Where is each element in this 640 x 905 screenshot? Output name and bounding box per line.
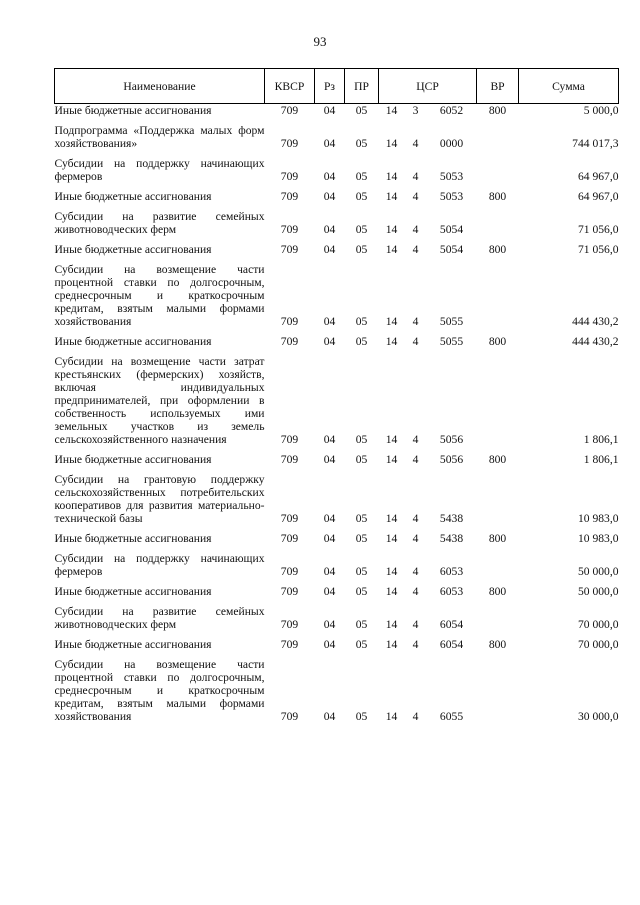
cell-csr-program: 14 <box>385 618 398 631</box>
header-kvsr: КВСР <box>265 69 315 104</box>
cell-vr <box>477 210 519 243</box>
cell-csr-program: 14 <box>385 243 398 256</box>
cell-sum: 744 017,3 <box>572 137 619 150</box>
table-row <box>55 638 619 658</box>
cell-csr-program: 14 <box>385 433 398 446</box>
cell-csr-program: 14 <box>385 565 398 578</box>
cell-rz: 04 <box>323 104 336 117</box>
table-row <box>55 190 619 210</box>
cell-kvsr: 709 <box>280 223 299 236</box>
cell-name: Иные бюджетные ассигнования <box>54 190 212 203</box>
cell-kvsr: 709 <box>280 585 299 598</box>
table-row <box>55 124 619 157</box>
cell-csr-subprogram: 4 <box>412 565 419 578</box>
header-csr: ЦСР <box>379 69 477 104</box>
cell-csr-program: 14 <box>385 315 398 328</box>
cell-pr: 05 <box>355 315 368 328</box>
cell-sum: 64 967,0 <box>577 170 619 183</box>
cell-sum: 1 806,1 <box>583 453 619 466</box>
cell-sum: 1 806,1 <box>583 433 619 446</box>
cell-name: Субсидии на развитие семейных животноводческих ферм <box>54 605 265 631</box>
cell-kvsr: 709 <box>280 315 299 328</box>
table-row <box>55 585 619 605</box>
cell-csr-program: 14 <box>385 585 398 598</box>
cell-rz: 04 <box>323 315 336 328</box>
cell-vr: 800 <box>488 585 507 598</box>
cell-rz: 04 <box>323 170 336 183</box>
cell-pr: 05 <box>355 223 368 236</box>
cell-vr <box>477 124 519 157</box>
table-row <box>55 157 619 190</box>
cell-kvsr: 709 <box>280 565 299 578</box>
cell-csr-code: 0000 <box>439 137 464 150</box>
cell-csr-program: 14 <box>385 190 398 203</box>
cell-csr-subprogram: 4 <box>412 170 419 183</box>
cell-name: Субсидии на поддержку начинающих фермеров <box>54 157 265 183</box>
cell-pr: 05 <box>355 137 368 150</box>
cell-vr: 800 <box>488 638 507 651</box>
cell-csr-program: 14 <box>385 532 398 545</box>
cell-kvsr: 709 <box>280 532 299 545</box>
cell-sum: 50 000,0 <box>577 585 619 598</box>
cell-name: Субсидии на возмещение части процентной ставки по долгосрочным, среднесрочным и краткосрочным кредитам, взятым малыми формами хозяйствования <box>54 263 265 328</box>
cell-sum: 70 000,0 <box>577 618 619 631</box>
table-row <box>55 355 619 453</box>
cell-csr-subprogram: 3 <box>412 104 419 117</box>
cell-pr: 05 <box>355 433 368 446</box>
cell-name: Субсидии на возмещение части затрат крестьянских (фермерских) хозяйств, включая индивидуальных предпринимателей, при оформлении в собственность используемых ими земельных участков из земель сельскохозяйственного назначения <box>54 355 265 446</box>
cell-csr-program: 14 <box>385 638 398 651</box>
cell-vr: 800 <box>488 453 507 466</box>
cell-name: Иные бюджетные ассигнования <box>54 243 212 256</box>
cell-sum: 10 983,0 <box>577 532 619 545</box>
cell-rz: 04 <box>323 137 336 150</box>
cell-name: Иные бюджетные ассигнования <box>54 585 212 598</box>
cell-name: Субсидии на развитие семейных животноводческих ферм <box>54 210 265 236</box>
cell-kvsr: 709 <box>280 243 299 256</box>
cell-csr-subprogram: 4 <box>412 223 419 236</box>
cell-pr: 05 <box>355 710 368 723</box>
cell-csr-code: 5055 <box>439 315 464 328</box>
cell-csr-code: 5056 <box>439 433 464 446</box>
cell-vr <box>477 263 519 335</box>
cell-rz: 04 <box>323 223 336 236</box>
cell-kvsr: 709 <box>280 170 299 183</box>
cell-kvsr: 709 <box>280 618 299 631</box>
cell-rz: 04 <box>323 565 336 578</box>
cell-csr-code: 6053 <box>439 565 464 578</box>
cell-name: Иные бюджетные ассигнования <box>54 532 212 545</box>
page-number: 93 <box>313 34 327 49</box>
cell-sum: 5 000,0 <box>583 104 619 117</box>
cell-csr-subprogram: 4 <box>412 532 419 545</box>
table-row <box>55 104 619 125</box>
cell-sum: 50 000,0 <box>577 565 619 578</box>
cell-sum: 444 430,2 <box>572 335 619 348</box>
cell-vr: 800 <box>488 335 507 348</box>
table-row <box>55 335 619 355</box>
cell-csr-code: 5054 <box>439 243 464 256</box>
cell-kvsr: 709 <box>280 453 299 466</box>
cell-sum: 64 967,0 <box>577 190 619 203</box>
header-vr: ВР <box>477 69 519 104</box>
budget-table <box>54 68 619 730</box>
cell-name: Иные бюджетные ассигнования <box>54 453 212 466</box>
cell-csr-code: 6055 <box>439 710 464 723</box>
cell-rz: 04 <box>323 335 336 348</box>
cell-csr-subprogram: 4 <box>412 190 419 203</box>
cell-rz: 04 <box>323 512 336 525</box>
cell-pr: 05 <box>355 335 368 348</box>
table-row <box>55 473 619 532</box>
cell-csr-code: 5053 <box>439 190 464 203</box>
table-row <box>55 532 619 552</box>
cell-csr-code: 5056 <box>439 453 464 466</box>
cell-name: Субсидии на возмещение части процентной ставки по долгосрочным, среднесрочным и краткосрочным кредитам, взятым малыми формами хозяйствования <box>54 658 265 723</box>
cell-csr-subprogram: 4 <box>412 433 419 446</box>
cell-rz: 04 <box>323 585 336 598</box>
table-header <box>55 69 619 104</box>
table-row <box>55 243 619 263</box>
cell-vr <box>477 157 519 190</box>
cell-kvsr: 709 <box>280 512 299 525</box>
cell-pr: 05 <box>355 638 368 651</box>
cell-pr: 05 <box>355 512 368 525</box>
cell-sum: 71 056,0 <box>577 223 619 236</box>
cell-csr-program: 14 <box>385 453 398 466</box>
cell-csr-program: 14 <box>385 170 398 183</box>
header-sum: Сумма <box>519 69 619 104</box>
cell-csr-code: 5438 <box>439 512 464 525</box>
cell-name: Иные бюджетные ассигнования <box>54 104 212 117</box>
cell-vr <box>477 605 519 638</box>
cell-rz: 04 <box>323 710 336 723</box>
cell-rz: 04 <box>323 532 336 545</box>
cell-kvsr: 709 <box>280 190 299 203</box>
header-name: Наименование <box>55 69 265 104</box>
cell-csr-subprogram: 4 <box>412 585 419 598</box>
cell-csr-subprogram: 4 <box>412 243 419 256</box>
cell-name: Субсидии на грантовую поддержку сельскохозяйственных потребительских кооперативов для развития материально-технической базы <box>54 473 265 525</box>
cell-pr: 05 <box>355 170 368 183</box>
cell-name: Субсидии на поддержку начинающих фермеров <box>54 552 265 578</box>
cell-kvsr: 709 <box>280 335 299 348</box>
cell-sum: 30 000,0 <box>577 710 619 723</box>
cell-csr-code: 5055 <box>439 335 464 348</box>
cell-rz: 04 <box>323 618 336 631</box>
cell-csr-program: 14 <box>385 104 398 117</box>
table-body <box>55 104 619 731</box>
cell-csr-code: 6053 <box>439 585 464 598</box>
cell-vr <box>477 552 519 585</box>
table-row <box>55 210 619 243</box>
cell-vr: 800 <box>488 243 507 256</box>
cell-csr-subprogram: 4 <box>412 137 419 150</box>
cell-csr-subprogram: 4 <box>412 638 419 651</box>
cell-csr-subprogram: 4 <box>412 618 419 631</box>
cell-vr <box>477 473 519 532</box>
cell-rz: 04 <box>323 453 336 466</box>
cell-rz: 04 <box>323 243 336 256</box>
cell-kvsr: 709 <box>280 137 299 150</box>
cell-csr-subprogram: 4 <box>412 453 419 466</box>
cell-vr: 800 <box>488 532 507 545</box>
header-pr: ПР <box>345 69 379 104</box>
cell-kvsr: 709 <box>280 710 299 723</box>
cell-sum: 70 000,0 <box>577 638 619 651</box>
cell-csr-code: 5054 <box>439 223 464 236</box>
cell-rz: 04 <box>323 638 336 651</box>
cell-pr: 05 <box>355 565 368 578</box>
cell-pr: 05 <box>355 585 368 598</box>
cell-pr: 05 <box>355 104 368 117</box>
cell-csr-program: 14 <box>385 512 398 525</box>
table-row <box>55 263 619 335</box>
cell-csr-code: 5438 <box>439 532 464 545</box>
cell-kvsr: 709 <box>280 104 299 117</box>
cell-csr-subprogram: 4 <box>412 512 419 525</box>
cell-pr: 05 <box>355 453 368 466</box>
cell-rz: 04 <box>323 190 336 203</box>
cell-csr-subprogram: 4 <box>412 315 419 328</box>
cell-vr: 800 <box>488 104 507 117</box>
cell-name: Иные бюджетные ассигнования <box>54 335 212 348</box>
table-row <box>55 605 619 638</box>
cell-pr: 05 <box>355 243 368 256</box>
table-row <box>55 552 619 585</box>
cell-csr-code: 6054 <box>439 618 464 631</box>
cell-kvsr: 709 <box>280 433 299 446</box>
cell-name: Подпрограмма «Поддержка малых форм хозяйствования» <box>54 124 265 150</box>
cell-pr: 05 <box>355 532 368 545</box>
table-row <box>55 658 619 730</box>
cell-pr: 05 <box>355 190 368 203</box>
header-rz: Рз <box>315 69 345 104</box>
cell-csr-code: 5053 <box>439 170 464 183</box>
cell-sum: 444 430,2 <box>572 315 619 328</box>
cell-sum: 10 983,0 <box>577 512 619 525</box>
cell-csr-code: 6054 <box>439 638 464 651</box>
cell-csr-program: 14 <box>385 710 398 723</box>
cell-name: Иные бюджетные ассигнования <box>54 638 212 651</box>
cell-pr: 05 <box>355 618 368 631</box>
cell-vr <box>477 658 519 730</box>
cell-sum: 71 056,0 <box>577 243 619 256</box>
cell-csr-subprogram: 4 <box>412 335 419 348</box>
cell-vr: 800 <box>488 190 507 203</box>
cell-csr-program: 14 <box>385 223 398 236</box>
cell-csr-program: 14 <box>385 137 398 150</box>
cell-csr-program: 14 <box>385 335 398 348</box>
cell-csr-code: 6052 <box>439 104 464 117</box>
cell-kvsr: 709 <box>280 638 299 651</box>
table-row <box>55 453 619 473</box>
cell-vr <box>477 355 519 453</box>
cell-rz: 04 <box>323 433 336 446</box>
cell-csr-subprogram: 4 <box>412 710 419 723</box>
